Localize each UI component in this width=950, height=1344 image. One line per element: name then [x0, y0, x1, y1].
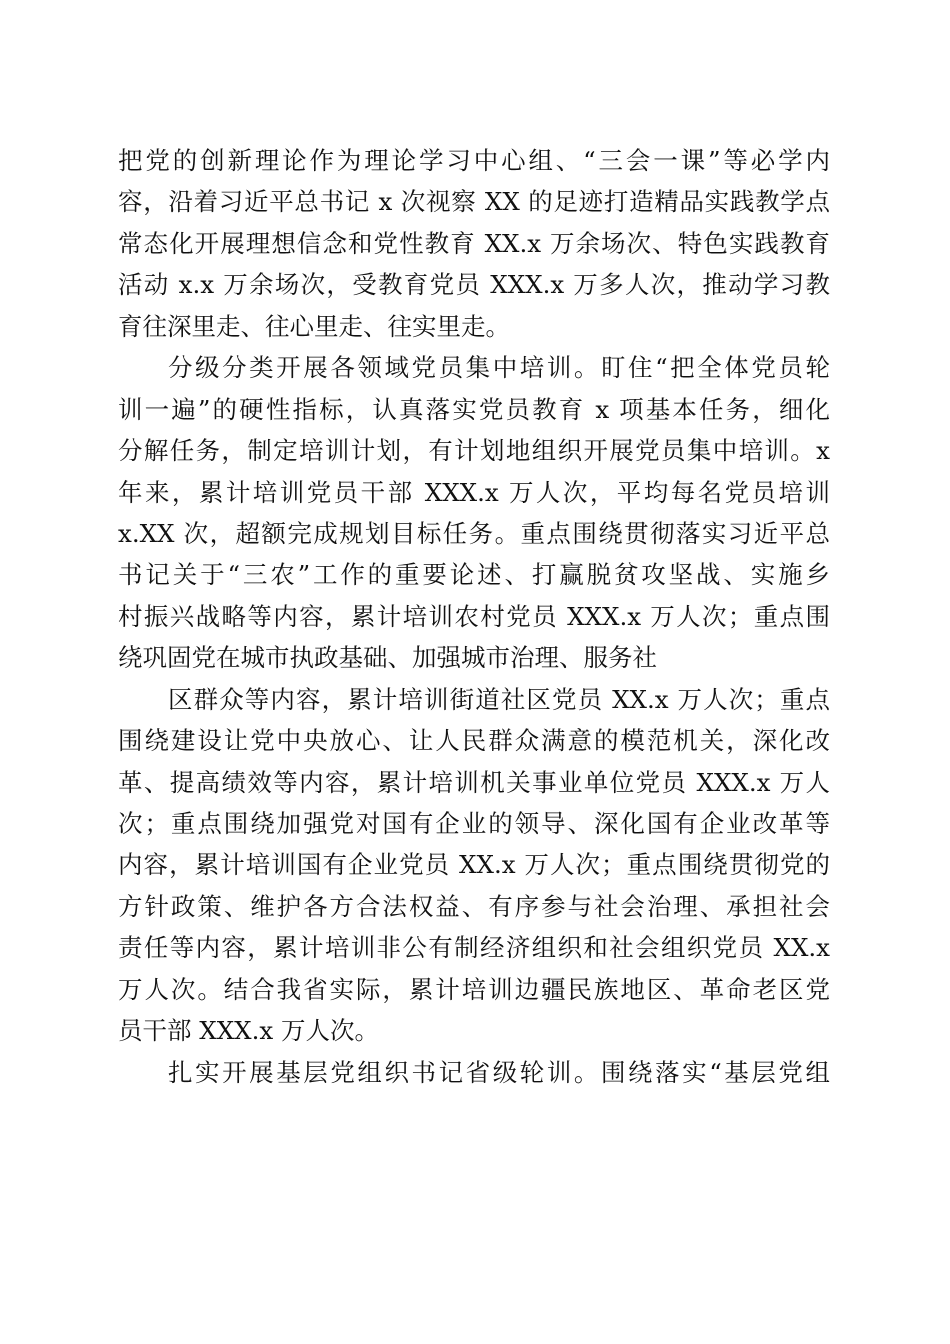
text-line: 围绕建设让党中央放心、让人民群众满意的模范机关，深化改	[118, 726, 830, 756]
text-line: 把党的创新理论作为理论学习中心组、“三会一课”等必学内	[118, 146, 830, 175]
text-line: 村振兴战略等内容，累计培训农村党员 XXX.x 万人次；重点围	[118, 601, 830, 631]
text-line: 革、提高绩效等内容，累计培训机关事业单位党员 XXX.x 万人	[118, 767, 830, 797]
text-line: 员干部 XXX.x 万人次。	[118, 1016, 380, 1046]
text-line: 方针政策、维护各方合法权益、有序参与社会治理、承担社会	[118, 891, 830, 921]
text-line: 常态化开展理想信念和党性教育 XX.x 万余场次、特色实践教育	[118, 228, 830, 258]
text-line: 年来，累计培训党员干部 XXX.x 万人次，平均每名党员培训	[118, 477, 830, 507]
text-line: 育往深里走、往心里走、往实里走。	[118, 311, 510, 341]
body-text	[118, 140, 830, 1093]
text-line: 训一遍”的硬性指标，认真落实党员教育 x 项基本任务，细化	[118, 394, 830, 424]
text-line: 分级分类开展各领域党员集中培训。盯住“把全体党员轮	[168, 353, 830, 383]
text-line: x.XX 次，超额完成规划目标任务。重点围绕贯彻落实习近平总	[118, 518, 830, 548]
text-line: 扎实开展基层党组织书记省级轮训。围绕落实“基层党组	[168, 1057, 830, 1087]
text-line: 内容，累计培训国有企业党员 XX.x 万人次；重点围绕贯彻党的	[118, 850, 830, 880]
text-line: 分解任务，制定培训计划，有计划地组织开展党员集中培训。x	[118, 436, 830, 466]
text-line: 绕巩固党在城市执政基础、加强城市治理、服务社	[118, 643, 657, 673]
text-line: 书记关于“三农”工作的重要论述、打赢脱贫攻坚战、实施乡	[118, 560, 830, 590]
text-line: 活动 x.x 万余场次，受教育党员 XXX.x 万多人次，推动学习教	[118, 270, 830, 300]
text-line: 责任等内容，累计培训非公有制经济组织和社会组织党员 XX.x	[118, 933, 830, 963]
text-line: 万人次。结合我省实际，累计培训边疆民族地区、革命老区党	[118, 974, 830, 1004]
text-line: 区群众等内容，累计培训街道社区党员 XX.x 万人次；重点	[168, 684, 830, 714]
text-line: 容，沿着习近平总书记 x 次视察 XX 的足迹打造精品实践教学点	[118, 187, 830, 217]
text-line: 次；重点围绕加强党对国有企业的领导、深化国有企业改革等	[118, 809, 830, 838]
